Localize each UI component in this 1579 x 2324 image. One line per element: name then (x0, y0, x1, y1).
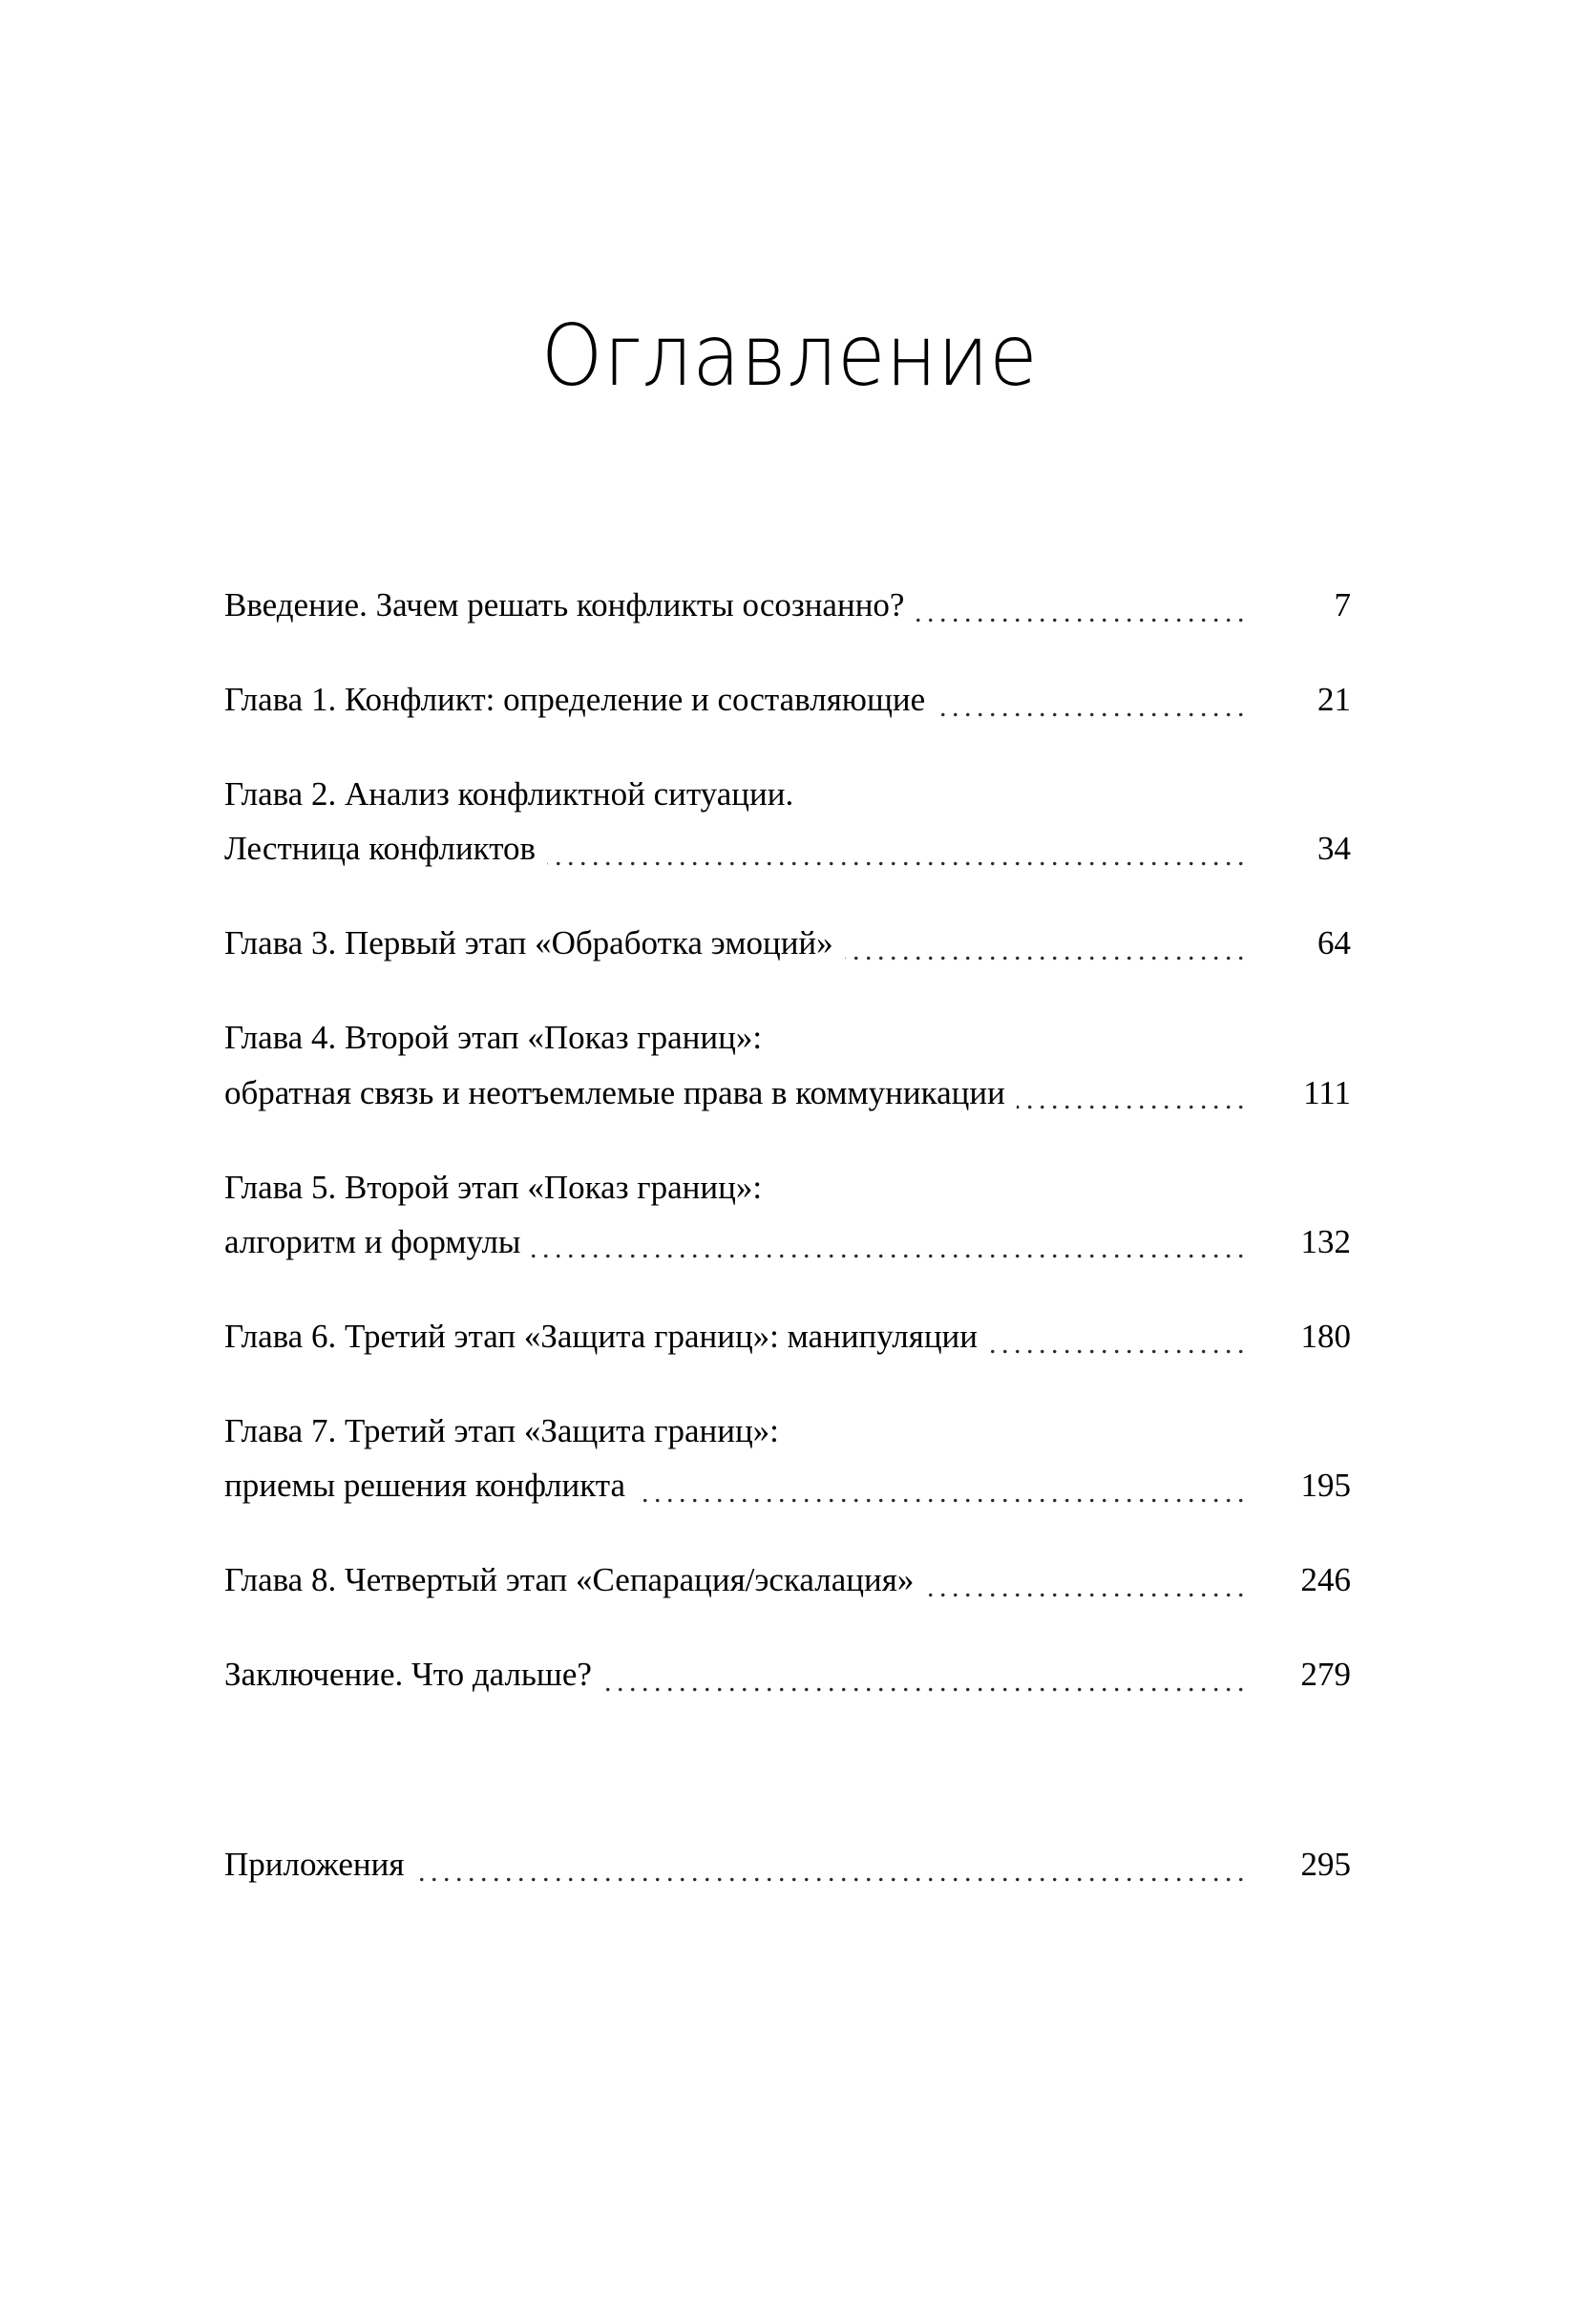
toc-entry[interactable] (224, 919, 1351, 967)
toc-page-number: 21 (1317, 681, 1351, 719)
toc-dot-leader (937, 690, 1250, 724)
toc-entry-line (224, 1068, 1351, 1117)
toc-dot-leader (845, 934, 1250, 967)
toc-dot-leader (925, 1571, 1250, 1604)
toc-page-number: 34 (1317, 830, 1351, 868)
toc-dot-leader (532, 1233, 1250, 1266)
toc-dot-leader (773, 1178, 1250, 1212)
toc-entry-title: обратная связь и неотъемлемые права в коммуникации (224, 1073, 1005, 1111)
toc-entry[interactable] (224, 1840, 1351, 1889)
toc-entry-line (224, 824, 1351, 873)
toc-page-number: 195 (1300, 1467, 1351, 1505)
toc-entry-line (224, 675, 1351, 724)
toc-dot-leader (773, 1029, 1250, 1063)
toc-entry-title: Глава 1. Конфликт: определение и составляющие (224, 681, 926, 719)
toc-dot-leader (805, 785, 1250, 818)
toc-entry-title: Глава 8. Четвертый этап «Сепарация/эскалация» (224, 1561, 915, 1599)
toc-entry-title: Глава 6. Третий этап «Защита границ»: манипуляции (224, 1317, 979, 1355)
toc-entry[interactable] (224, 1555, 1351, 1604)
toc-entry[interactable] (224, 1013, 1351, 1116)
toc-entry-line (224, 1840, 1351, 1889)
toc-entry-title: алгоритм и формулы (224, 1222, 521, 1260)
toc-entry-title: Глава 5. Второй этап «Показ границ»: (224, 1168, 763, 1206)
toc-entry-line (224, 770, 1351, 818)
toc-page-number: 295 (1300, 1846, 1351, 1884)
toc-dot-leader (603, 1665, 1250, 1699)
toc-page-number: 64 (1317, 924, 1351, 962)
table-of-contents (224, 581, 1351, 1934)
toc-entry-title: Глава 2. Анализ конфликтной ситуации. (224, 775, 794, 813)
toc-entry-title: приемы решения конфликта (224, 1467, 625, 1505)
toc-entry-line (224, 581, 1351, 629)
toc-page-number: 246 (1300, 1561, 1351, 1599)
toc-entry-title: Введение. Зачем решать конфликты осознанно? (224, 586, 905, 623)
toc-entry-title: Лестница конфликтов (224, 830, 537, 868)
toc-dot-leader (1017, 1084, 1250, 1117)
toc-page-number: 279 (1300, 1656, 1351, 1694)
toc-entry[interactable] (224, 1650, 1351, 1699)
toc-entry[interactable] (224, 1312, 1351, 1361)
toc-entry-line (224, 1650, 1351, 1699)
toc-dot-leader (547, 839, 1250, 873)
toc-dot-leader (790, 1422, 1250, 1455)
toc-entry-line (224, 1555, 1351, 1604)
toc-dot-leader (989, 1327, 1250, 1361)
toc-entry-line (224, 1406, 1351, 1455)
toc-page-number: 111 (1303, 1073, 1351, 1111)
toc-entry[interactable] (224, 1163, 1351, 1266)
toc-page-number: 7 (1334, 586, 1351, 623)
toc-entry-title: Глава 4. Второй этап «Показ границ»: (224, 1019, 763, 1057)
toc-entry-line (224, 1461, 1351, 1510)
toc-dot-leader (916, 596, 1250, 629)
page-title: Оглавление (540, 306, 1039, 405)
toc-entry[interactable] (224, 770, 1351, 873)
toc-dot-leader (415, 1855, 1250, 1889)
toc-entry-line (224, 1312, 1351, 1361)
toc-entry[interactable] (224, 1406, 1351, 1510)
toc-entry[interactable] (224, 581, 1351, 629)
toc-page-number: 132 (1300, 1222, 1351, 1260)
toc-entry-title: Заключение. Что дальше? (224, 1656, 592, 1694)
toc-entry-title: Глава 3. Первый этап «Обработка эмоций» (224, 924, 833, 962)
toc-entry-title: Приложения (224, 1846, 405, 1884)
toc-page-number: 180 (1300, 1317, 1351, 1355)
toc-entry[interactable] (224, 675, 1351, 724)
toc-entry-line (224, 1163, 1351, 1212)
toc-dot-leader (637, 1476, 1250, 1510)
toc-entry-line (224, 919, 1351, 967)
toc-entry-line (224, 1013, 1351, 1062)
toc-entry-line (224, 1217, 1351, 1266)
toc-entry-title: Глава 7. Третий этап «Защита границ»: (224, 1411, 779, 1449)
